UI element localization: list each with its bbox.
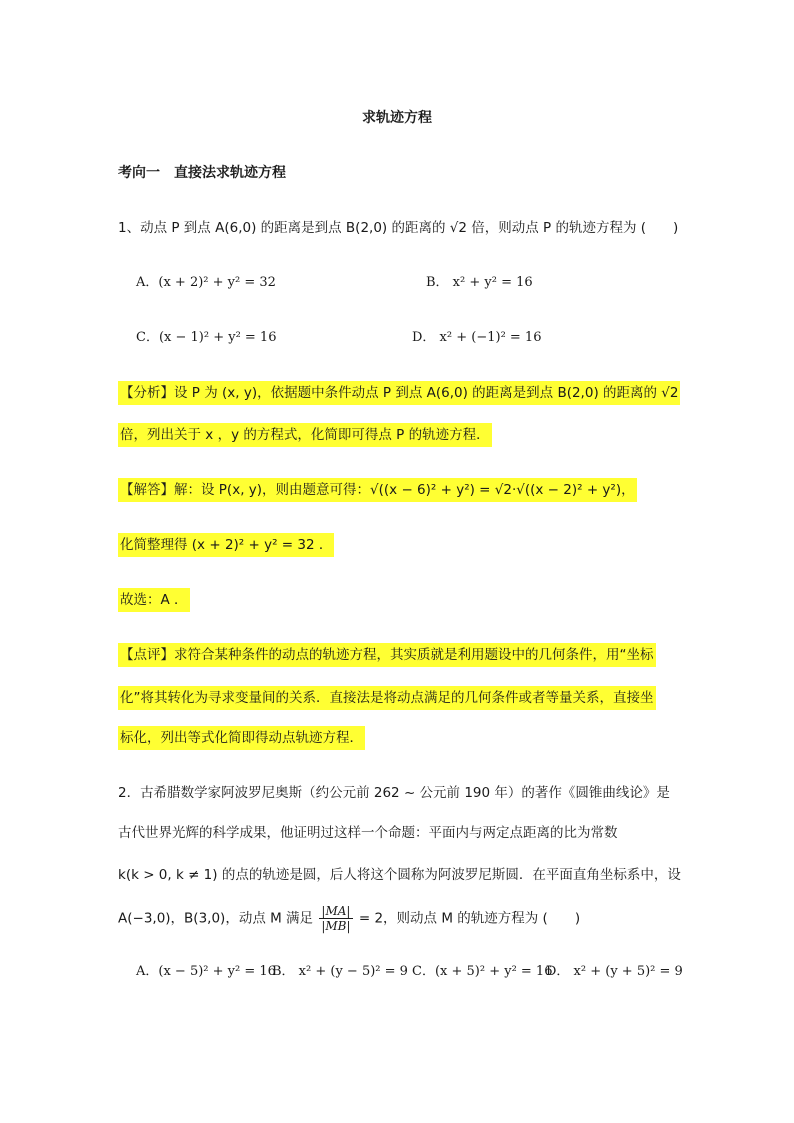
question-2-line-1: 2．古希腊数学家阿波罗尼奥斯（约公元前 262 ~ 公元前 190 年）的著作《圆锥曲线论》是 bbox=[118, 785, 670, 801]
q1-option-d: D． x² + (−1)² = 16 bbox=[412, 330, 542, 345]
question-2-line-2: 古代世界光辉的科学成果，他证明过这样一个命题：平面内与两定点距离的比为常数 bbox=[118, 825, 618, 841]
q1-solution-line-1: 【解答】解：设 P(x, y)，则由题意可得：√((x − 6)² + y²) = √2·√((x − 2)² + y²)， bbox=[118, 480, 637, 500]
q1-solution-line-2: 化简整理得 (x + 2)² + y² = 32 ． bbox=[118, 535, 334, 555]
fraction-numerator: |MA| bbox=[319, 904, 352, 919]
q1-comment-line-3: 标化，列出等式化简即得动点轨迹方程． bbox=[118, 728, 365, 748]
q1-option-c: C．(x − 1)² + y² = 16 bbox=[136, 330, 277, 345]
q1-option-a: A．(x + 2)² + y² = 32 bbox=[136, 275, 276, 290]
q1-choice: 故选：A ． bbox=[118, 590, 190, 610]
q2-option-b: B． x² + (y − 5)² = 9 bbox=[272, 964, 408, 979]
question-2-line-3: k(k > 0, k ≠ 1) 的点的轨迹是圆，后人将这个圆称为阿波罗尼斯圆．在平面直角坐标系中，设 bbox=[118, 867, 681, 883]
q2-line-4-prefix: A(−3,0)，B(3,0)，动点 M 满足 bbox=[118, 910, 314, 927]
q1-analysis-line-1: 【分析】设 P 为 (x, y)，依据题中条件动点 P 到点 A(6,0) 的距离是到点 B(2,0) 的距离的 √2 bbox=[118, 383, 680, 403]
q2-option-d: D． x² + (y + 5)² = 9 bbox=[546, 964, 683, 979]
q2-option-a: A．(x − 5)² + y² = 16 bbox=[136, 964, 276, 979]
section-heading: 考向一 直接法求轨迹方程 bbox=[118, 165, 286, 181]
question-1-stem: 1、动点 P 到点 A(6,0) 的距离是到点 B(2,0) 的距离的 √2 倍，则动点 P 的轨迹方程为 ( ) bbox=[118, 220, 679, 236]
q2-line-4-suffix: = 2，则动点 M 的轨迹方程为 ( ) bbox=[358, 910, 581, 927]
fraction-denominator: |MB| bbox=[321, 919, 351, 933]
page-title: 求轨迹方程 bbox=[362, 110, 432, 126]
question-2-line-4 bbox=[118, 904, 580, 933]
q1-option-b: B． x² + y² = 16 bbox=[426, 275, 533, 290]
ratio-fraction bbox=[319, 904, 352, 933]
q1-comment-line-2: 化”将其转化为寻求变量间的关系．直接法是将动点满足的几何条件或者等量关系，直接坐 bbox=[118, 688, 656, 708]
q2-option-c: C．(x + 5)² + y² = 16 bbox=[412, 964, 553, 979]
q1-analysis-line-2: 倍，列出关于 x ，y 的方程式，化简即可得点 P 的轨迹方程． bbox=[118, 425, 492, 445]
q1-comment-line-1: 【点评】求符合某种条件的动点的轨迹方程，其实质就是利用题设中的几何条件，用“坐标 bbox=[118, 645, 656, 665]
